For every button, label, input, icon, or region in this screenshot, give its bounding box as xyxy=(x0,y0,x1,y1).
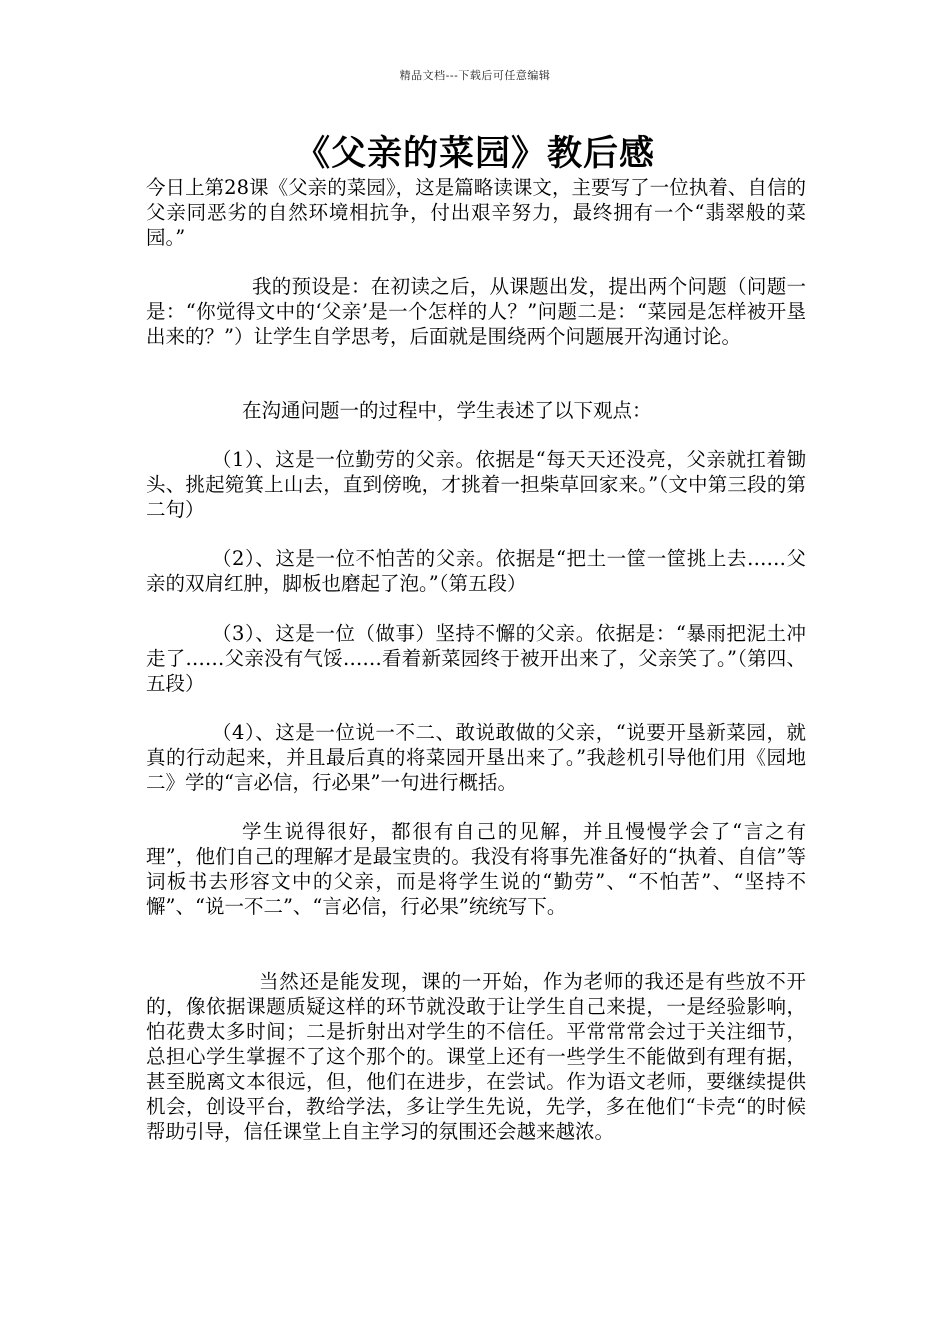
paragraph-intro: 今日上第28课《父亲的菜园》，这是篇略读课文，主要写了一位执着、自信的父亲同恶劣的自然环境相抗争，付出艰辛努力，最终拥有一个“翡翠般的菜园。” xyxy=(146,176,806,249)
document-title: 《父亲的菜园》教后感 xyxy=(294,134,655,174)
paragraph-review: 学生说得很好，都很有自己的见解，并且慢慢学会了“言之有理”，他们自己的理解才是最宝贵的。我没有将事先准备好的“执着、自信”等词板书去形容文中的父亲，而是将学生说的“勤劳”、“不怕苦”、“坚持不懈”、“说一不二”、“言必信，行必果”统统写下。 xyxy=(146,820,806,918)
paragraph-discussion: 在沟通问题一的过程中，学生表述了以下观点： xyxy=(242,399,652,422)
viewpoint-item-3: （3）、这是一位（做事）坚持不懈的父亲。依据是：“暴雨把泥土冲走了……父亲没有气馁……看着新菜园终于被开出来了，父亲笑了。”（第四、五段） xyxy=(146,622,806,695)
paragraph-preset: 我的预设是：在初读之后，从课题出发，提出两个问题（问题一是：“你觉得文中的‘父亲’是一个怎样的人？”问题二是：“菜园是怎样被开垦出来的？”）让学生自学思考，后面就是围绕两个问题展开沟通讨论。 xyxy=(146,275,806,348)
paragraph-reflection: 当然还是能发现，课的一开始，作为老师的我还是有些放不开的，像依据课题质疑这样的环节就没敢于让学生自己来提，一是经验影响，怕花费太多时间；二是折射出对学生的不信任。平常常常会过于关注细节，总担心学生掌握不了这个那个的。课堂上还有一些学生不能做到有理有据，甚至脱离文本很远，但，他们在进步，在尝试。作为语文老师，要继续提供机会，创设平台，教给学法，多让学生先说，先学，多在他们“卡壳“的时候帮助引导，信任课堂上自主学习的氛围还会越来越浓。 xyxy=(146,970,806,1143)
viewpoint-item-4: （4）、这是一位说一不二、敢说敢做的父亲，“说要开垦新菜园，就真的行动起来，并且最后真的将菜园开垦出来了。”我趁机引导他们用《园地二》学的“言必信，行必果”一句进行概括。 xyxy=(146,721,806,794)
viewpoint-item-2: （2）、这是一位不怕苦的父亲。依据是“把土一筐一筐挑上去……父亲的双肩红肿，脚板也磨起了泡。”（第五段） xyxy=(146,547,806,595)
viewpoint-item-1: （1）、这是一位勤劳的父亲。依据是“每天天还没亮，父亲就扛着锄头、挑起箢箕上山去，直到傍晚，才挑着一担柴草回家来。”（文中第三段的第二句） xyxy=(146,448,806,521)
page-header: 精品文档---下载后可任意编辑 xyxy=(399,69,551,82)
